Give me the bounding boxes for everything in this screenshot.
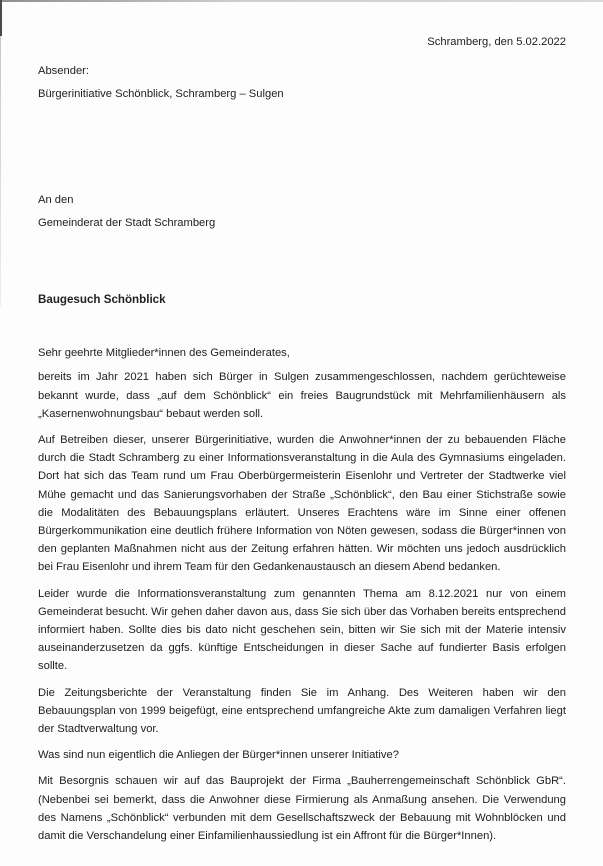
- letter-paragraph: Die Zeitungsberichte der Veranstaltung finden Sie im Anhang. Des Weiteren haben wir den Bebauungsplan von 1999 beigefügt, eine entsprechend umfangreiche Akte zum damaligen Verfahren liegt der Stadtverwaltung vor.: [38, 686, 566, 736]
- recipient-line-2: Gemeinderat der Stadt Schramberg: [38, 216, 216, 229]
- scan-edge-left-artifact: [0, 0, 2, 36]
- letter-body: [38, 368, 566, 845]
- sender-name: Bürgerinitiative Schönblick, Schramberg – Sulgen: [38, 88, 284, 101]
- letter-paragraph: bereits im Jahr 2021 haben sich Bürger in Sulgen zusammengeschlossen, nachdem gerüchteweise bekannt wurde, dass „auf dem Schönblick“ ein freies Baugrundstück mit Mehrfamilienhäusern als „Kasernenwohnungsbau“ bebaut werden soll.: [38, 371, 566, 420]
- letter-paragraph: Mit Besorgnis schauen wir auf das Bauprojekt der Firma „Bauherrengemeinschaft Schönblick GbR“. (Nebenbei sei bemerkt, dass die Anwohner diese Firmierung als Anmaßung ansehen. Die Verwendung des Namens „Schönblick“ verbunden mit dem Gesellschaftszweck der Bebauung mit Wohnblöcken und damit die Verschandelung einer Einfamilienhaussiedlung ist ein Affront für die Bürger*Innen).: [38, 775, 566, 843]
- sender-label: Absender:: [38, 65, 89, 78]
- salutation: Sehr geehrte Mitglieder*innen des Gemeinderates,: [38, 347, 290, 360]
- letter-paragraph: Leider wurde die Informationsveranstaltung zum genannten Thema am 8.12.2021 nur von einem Gemeinderat besucht. Wir gehen daher davon aus, dass Sie sich über das Vorhaben bereits entsprechend informiert haben. Sollte dies bis dato nicht geschehen sein, bitten wir Sie sich mit der Materie intensiv auseinanderzusetzen da ggfs. künftige Entscheidungen in dieser Sache auf fundierter Basis erfolgen sollte.: [38, 587, 567, 673]
- subject-line: Baugesuch Schönblick: [38, 293, 166, 307]
- letter-paragraph: Was sind nun eigentlich die Anliegen der Bürger*innen unserer Initiative?: [38, 749, 399, 762]
- date-line: Schramberg, den 5.02.2022: [427, 36, 566, 48]
- scan-edge-left-faint-artifact: [0, 36, 1, 306]
- scan-edge-top-artifact: [0, 0, 603, 2]
- letter-paragraph: Auf Betreiben dieser, unserer Bürgerinitiative, wurden die Anwohner*innen der zu bebauenden Fläche durch die Stadt Schramberg zu einer Informationsveranstaltung in die Aula des Gymnasiums eingeladen. Dort hat sich das Team rund um Frau Oberbürgermeisterin Eisenlohr und Vertreter der Stadtwerke viel Mühe gemacht und das Sanierungsvorhaben der Straße „Schönblick“, den Bau einer Stichstraße sowie die Modalitäten des Bebauungsplans erläutert. Unseres Erachtens wäre im Sinne einer offenen Bürgerkommunikation eine deutlich frühere Information von Nöten gewesen, sodass die Bürger*innen von den geplanten Maßnahmen nicht aus der Zeitung erfahren hätten. Wir möchten uns jedoch ausdrücklich bei Frau Eisenlohr und ihrem Team für den Gedankenaustausch an diesem Abend bedanken.: [38, 434, 566, 574]
- recipient-line-1: An den: [38, 193, 74, 206]
